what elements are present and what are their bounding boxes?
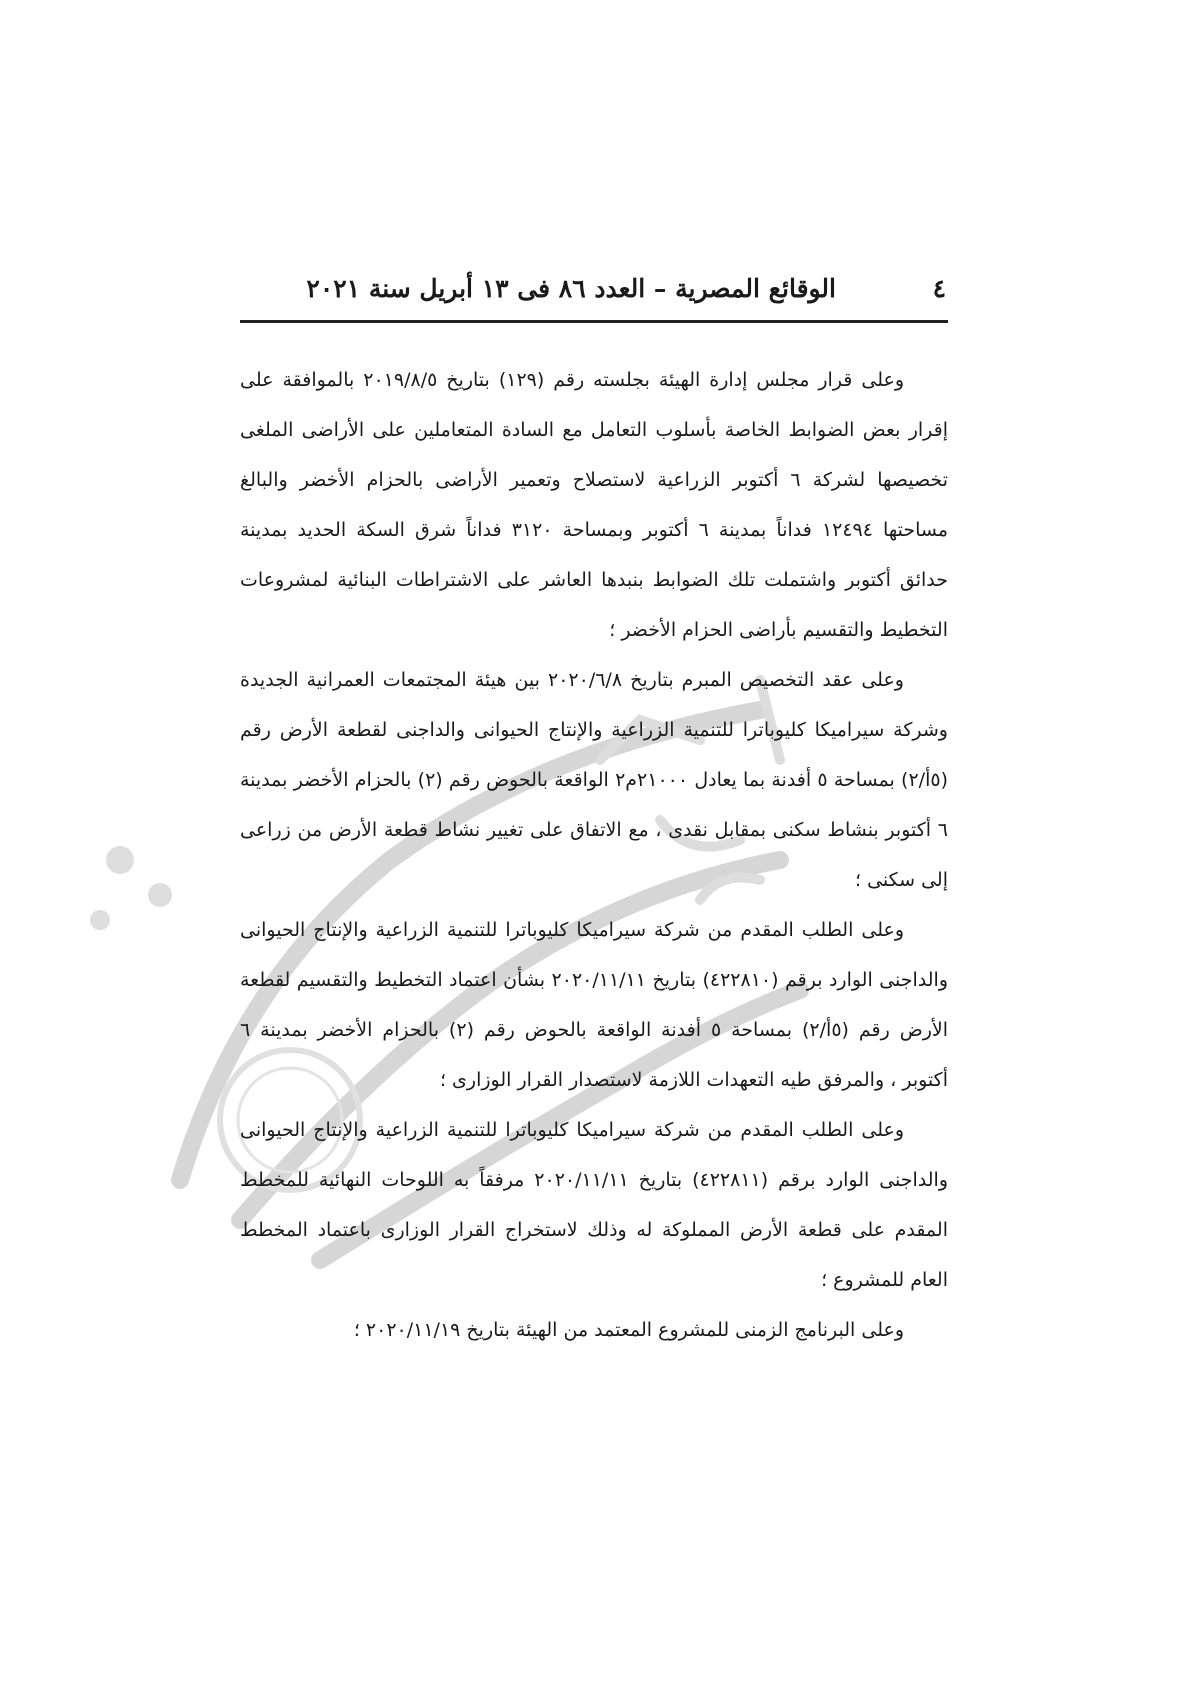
paragraph-planning-request: وعلى الطلب المقدم من شركة سيراميكا كليوباترا للتنمية الزراعية والإنتاج الحيوانى والداجنى الوارد برقم (٤٢٢٨١٠) بتاريخ ٢٠٢٠/١١/١١ بشأن اعتماد التخطيط والتقسيم لقطعة الأرض رقم (٥أ/٢) بمساحة ٥ أفدنة الواقعة بالحوض رقم (٢) بالحزام الأخضر بمدينة ٦ أكتوبر ، والمرفق طيه التعهدات اللازمة لاستصدار القرار الوزارى ؛ xyxy=(240,919,949,1091)
gazette-title: الوقائع المصرية – العدد ٨٦ فى ١٣ أبريل سنة ٢٠٢١ xyxy=(306,274,836,303)
paragraph-timeline: وعلى البرنامج الزمنى للمشروع المعتمد من الهيئة بتاريخ ٢٠٢٠/١١/١٩ ؛ xyxy=(353,1319,904,1341)
paragraph-final-plans-request: وعلى الطلب المقدم من شركة سيراميكا كليوباترا للتنمية الزراعية والإنتاج الحيوانى والداجنى الوارد برقم (٤٢٢٨١١) بتاريخ ٢٠٢٠/١١/١١ مرفقاً به اللوحات النهائية للمخطط المقدم على قطعة الأرض المملوكة له وذلك لاستخراج القرار الوزارى باعتماد المخطط العام للمشروع ؛ xyxy=(240,1119,949,1291)
paragraph-allocation-contract: وعلى عقد التخصيص المبرم بتاريخ ٢٠٢٠/٦/٨ بين هيئة المجتمعات العمرانية الجديدة وشركة سيراميكا كليوباترا للتنمية الزراعية والإنتاج الحيوانى والداجنى لقطعة الأرض رقم (٥أ/٢) بمساحة ٥ أفدنة بما يعادل ٢١٠٠٠م٢ الواقعة بالحوض رقم (٢) بالحزام الأخضر بمدينة ٦ أكتوبر بنشاط سكنى بمقابل نقدى ، مع الاتفاق على تغيير نشاط قطعة الأرض من زراعى إلى سكنى ؛ xyxy=(240,669,948,891)
header-divider xyxy=(240,320,948,323)
page-number: ٤ xyxy=(932,274,946,303)
page-header xyxy=(240,268,946,314)
document-body xyxy=(240,355,948,1355)
paragraph-board-decision: وعلى قرار مجلس إدارة الهيئة بجلسته رقم (١٢٩) بتاريخ ٢٠١٩/٨/٥ بالموافقة على إقرار بعض الضوابط الخاصة بأسلوب التعامل مع السادة المتعاملين على الأراضى الملغى تخصيصها لشركة ٦ أكتوبر الزراعية لاستصلاح وتعمير الأراضى بالحزام الأخضر والبالغ مساحتها ١٢٤٩٤ فداناً بمدينة ٦ أكتوبر وبمساحة ٣١٢٠ فداناً شرق السكة الحديد بمدينة حدائق أكتوبر واشتملت تلك الضوابط بنبدها العاشر على الاشتراطات البنائية لمشروعات التخطيط والتقسيم بأراضى الحزام الأخضر ؛ xyxy=(240,369,948,641)
